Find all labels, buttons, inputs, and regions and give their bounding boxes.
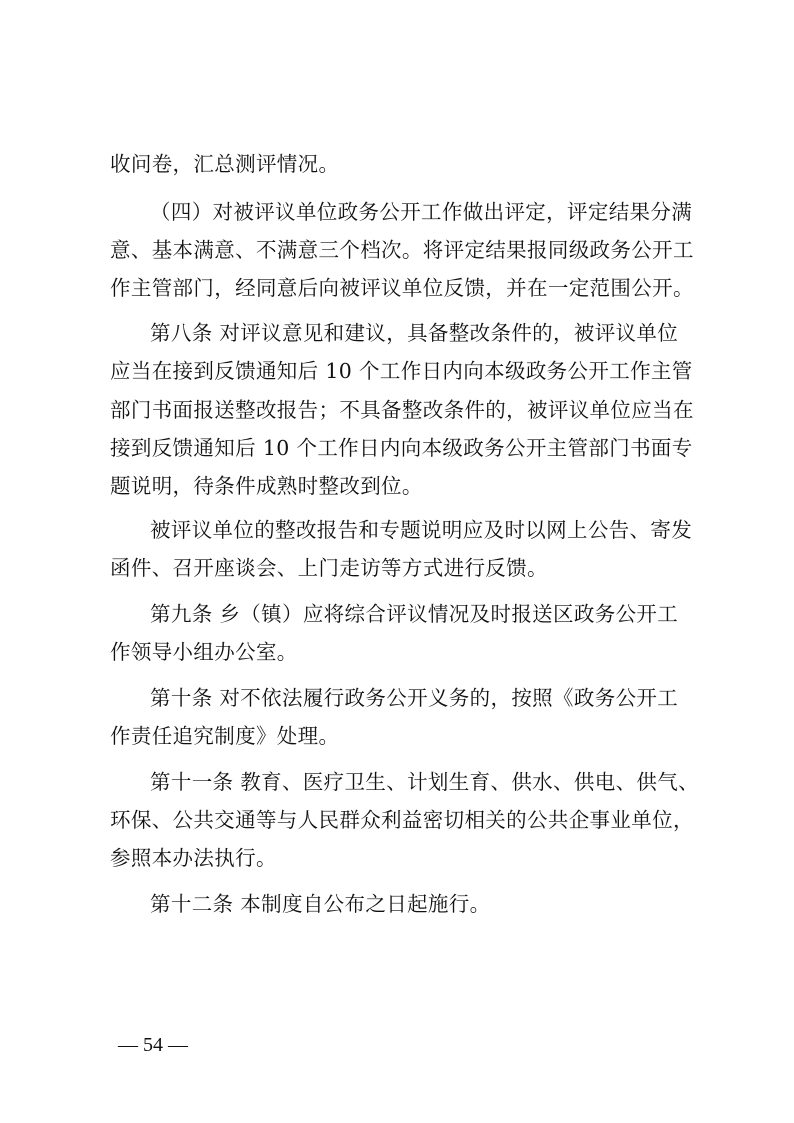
text-line-7: 部门书面报送整改报告；不具备整改条件的，被评议单位应当在 (110, 398, 694, 422)
text-line-3: 意、基本满意、不满意三个档次。将评定结果报同级政务公开工 (110, 238, 694, 262)
text-line-2: （四）对被评议单位政务公开工作做出评定，评定结果分满 (150, 200, 693, 224)
text-line-9: 题说明，待条件成熟时整改到位。 (110, 474, 423, 498)
text-line-1: 收问卷，汇总测评情况。 (110, 152, 340, 176)
page-number: — 54 — (118, 1034, 188, 1056)
text-line-13: 作领导小组办公室。 (110, 640, 298, 664)
text-line-4: 作主管部门，经同意后向被评议单位反馈，并在一定范围公开。 (110, 276, 694, 300)
text-line-6: 应当在接到反馈通知后 10 个工作日内向本级政务公开工作主管 (110, 359, 693, 383)
text-line-8: 接到反馈通知后 10 个工作日内向本级政务公开主管部门书面专 (110, 436, 693, 460)
text-line-10: 被评议单位的整改报告和专题说明应及时以网上公告、寄发 (150, 518, 693, 542)
text-line-15: 作责任追究制度》处理。 (110, 724, 340, 748)
text-line-17: 环保、公共交通等与人民群众利益密切相关的公共企事业单位， (110, 808, 694, 832)
text-line-14: 第十条 对不依法履行政务公开义务的，按照《政务公开工 (150, 686, 679, 710)
text-line-19: 第十二条 本制度自公布之日起施行。 (150, 892, 491, 916)
text-line-12: 第九条 乡（镇）应将综合评议情况及时报送区政务公开工 (150, 602, 679, 626)
text-line-11: 函件、召开座谈会、上门走访等方式进行反馈。 (110, 556, 548, 580)
text-line-18: 参照本办法执行。 (110, 846, 277, 870)
text-line-16: 第十一条 教育、医疗卫生、计划生育、供水、供电、供气、 (150, 770, 699, 794)
text-line-5: 第八条 对评议意见和建议，具备整改条件的，被评议单位 (150, 321, 679, 345)
